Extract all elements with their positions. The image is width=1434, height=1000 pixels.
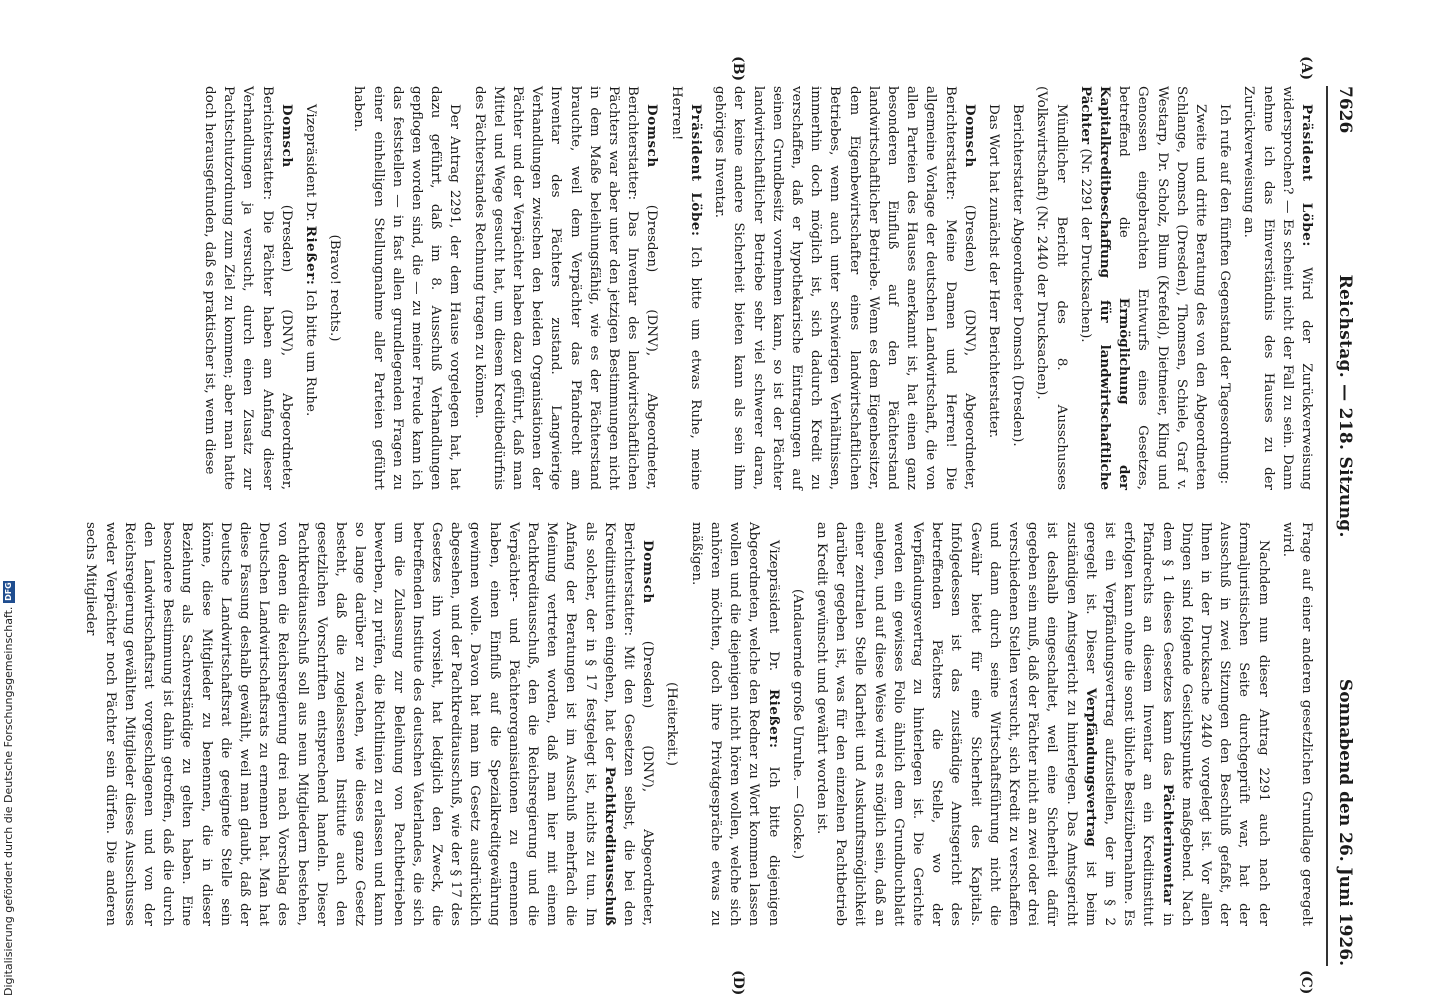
right-column xyxy=(83,522,1316,926)
margin-mark-c: (C) xyxy=(1298,970,1314,995)
digitalization-text: Digitalisierung gefördert durch die Deutsche Forschungsgemeinschaft. xyxy=(2,606,15,996)
margin-mark-d: (D) xyxy=(730,970,746,996)
paragraph: Vizepräsident Dr. Rießer: Ich bitte diejenigen Abgeordneten, welche den Redner zu Wort kommen lassen wollen und die diejenigen nicht hören wollen, welche sich anhören möchten, doch ihre Privatgespräche etwas zu mäßigen. xyxy=(688,522,782,926)
paragraph: Berichterstatter Abgeordneter Domsch (Dresden). xyxy=(1010,104,1026,447)
paragraph: Frage auf einer anderen gesetzlichen Grundlage geregelt wird. xyxy=(1279,522,1314,926)
bill-title: Ermöglichung der Kapitalkreditbeschaffung für landwirtschaftliche Pächter xyxy=(1077,86,1133,490)
margin-mark-a: (A) xyxy=(1298,56,1314,81)
interjection: (Andauernde große Unruhe. — Glocke.) xyxy=(789,588,805,860)
speaker-name: Rießer: xyxy=(303,225,320,286)
margin-mark-b: (B) xyxy=(730,56,746,82)
interjection: (Heiterkeit.) xyxy=(664,682,680,766)
paragraph: Der Antrag 2291, der dem Hause vorgelegen hat, hat dazu geführt, daß im 8. Ausschuß Verhandlungen gepflogen worden sind, die — zu meiner Freude kann ich das feststellen — in fast allen grundlegenden Fragen zu einer einhelligen Stellungnahme aller Parteien geführt haben. xyxy=(351,86,463,490)
speaker-name: Präsident Löbe: xyxy=(687,104,704,237)
term: Pächterinventar xyxy=(1159,784,1176,905)
interjection: (Bravo! rechts.) xyxy=(327,234,343,342)
page-number: 7626 xyxy=(1335,86,1355,134)
speaker-name: Rießer: xyxy=(765,688,782,749)
speaker-name: Domsch xyxy=(640,540,657,604)
paragraph: Präsident Löbe: Ich bitte um etwas Ruhe, meine Herren! xyxy=(668,86,704,490)
paragraph: Domsch (Dresden) (DNV), Abgeordneter, Berichterstatter: Die Pächter haben am Anfang dieser Verhandlungen ja versucht, durch einen Zusatz zur Pachtschutzordnung zum Ziel zu kommen; aber man hatte doch herausgefunden, daß es praktischer ist, wenn diese xyxy=(202,86,295,490)
paragraph: Das Wort hat zunächst der Herr Berichterstatter. xyxy=(985,104,1001,439)
digitalization-note xyxy=(2,581,15,996)
session-title: Reichstag. — 218. Sitzung. xyxy=(1335,274,1355,538)
dfg-logo-icon: DFG xyxy=(3,582,13,601)
left-column xyxy=(136,86,1316,490)
paragraph: Vizepräsident Dr. Rießer: Ich bitte um Ruhe. xyxy=(303,104,320,417)
speaker-name: Domsch xyxy=(961,104,978,168)
paragraph: Domsch (Dresden) (DNV), Abgeordneter, Berichterstatter: Das Inventar des landwirtschaftlichen Pächters war aber unter den jetzigen Bestimmungen nicht in dem Maße beleihungsfähig, wie es der Pächterstand brauchte, weil dem Verpächter das Pfandrecht am Inventar des Pächters zustand. Langwierige Verhandlungen zwischen den beiden Organisationen der Pächter und der Verpächter haben dazu geführt, daß man Mittel und Wege gesucht hat, um diesem Kreditbedürfnis des Pächterstandes Rechnung tragen zu können. xyxy=(471,86,661,490)
paragraph: Mündlicher Bericht des 8. Ausschusses (Volkswirtschaft) (Nr. 2440 der Drucksachen). xyxy=(1034,86,1069,490)
paragraph: Präsident Löbe: Wird der Zurückverweisung widersprochen? — Es scheint nicht der Fall zu sein. Dann nehme ich das Einverständnis des Hauses zu der Zurückverweisung an. xyxy=(1241,86,1315,490)
paragraph: Domsch (Dresden) (DNV), Abgeordneter, Berichterstatter: Mit den Gesetzen selbst, die bei den Kreditinstituten eingehen, hat der Pachtkreditausschuß als solcher, der in § 17 festgelegt ist, nichts zu tun. Im Anfang der Beratungen ist im Ausschuß mehrfach die Meinung vertreten worden, daß man hier mit einem Pachtkreditausschuß, den die Reichsregierung und die Verpächter- und Pächterorganisationen zu ernennen haben, einen Einfluß auf die Spezialkreditgewährung gewinnen wolle. Davon hat man im Gesetz ausdrücklich abgesehen, und der Pachtkreditausschuß, wie der § 17 des Gesetzes ihn vorsieht, hat lediglich den Zweck, die betreffenden Institute des deutschen Vaterlandes, die sich um die Zulassung zur Beleihung von Pachtbetrieben bewerben, zu prüfen, die Richtlinien zu erlassen und kann so lange darüber zu wachen, wie dieses ganze Gesetz besteht, daß die zugelassenen Institute auch den gesetzlichen Vorschriften entsprechend handeln. Dieser Pachtkreditausschuß soll aus neun Mitgliedern bestehen, von denen die Reichsregierung drei nach Vorschlag des Deutschen Landwirtschaftsrats zu ernennen hat. Man hat diese Fassung deshalb gewählt, weil man glaubt, daß der Deutsche Landwirtschaftsrat die geeignete Stelle sein könne, diese Mitglieder zu benennen, die in dieser Beziehung als Sachverständige zu gelten haben. Eine besondere Bestimmung ist dahin getroffen, daß die durch den Landwirtschaftsrat vorgeschlagenen und von der Reichsregierung gewählten Mitglieder dieses Ausschusses weder Verpächter noch Pächter sein dürfen. Die anderen sechs Mitglieder xyxy=(83,522,657,926)
header-rule xyxy=(1326,86,1328,966)
page-header xyxy=(1332,86,1358,966)
paragraph: Ich rufe auf den fünften Gegenstand der Tagesordnung: xyxy=(1217,104,1233,485)
paragraph: Nachdem nun dieser Antrag 2291 auch nach der formaljuristischen Seite durchgeprüft war, hat der Ausschuß in zwei Sitzungen den Beschluß gefaßt, der Ihnen in der Drucksache 2440 vorgelegt ist. Vor allen Dingen sind folgende Gesichtspunkte maßgebend. Nach dem § 1 dieses Gesetzes kann das Pächterinventar in Pfandrechts an diesem Inventar an ein Kreditinstitut erfolgen kann ohne die sonst übliche Besitzübernahme. Es ist ein Verpfändungsvertrag aufzustellen, der im § 2 geregelt ist. Dieser Verpfändungsvertrag ist beim zuständigen Amtsgericht zu hinterlegen. Das Amtsgericht ist deshalb eingeschaltet, weil eine Sicherheit dafür gegeben sein muß, daß der Pächter nicht an zwei oder drei verschiedenen Stellen versucht, sich Kredit zu verschaffen und dann durch seine Wirtschaftsführung nicht die Gewähr bietet für eine Sicherheit des Kapitals. Infolgedessen ist das zuständige Amtsgericht des betreffenden Pächters die Stelle, wo der Verpfändungsvertrag zu hinterlegen ist. Die Gerichte werden ein gewisses Folio ähnlich dem Grundbuchblatt anlegen, und auf diese Weise wird es möglich sein, daß an einer zentralen Stelle Klarheit und Auskunftsmöglichkeit darüber gegeben ist, was für den einzelnen Pachtbetrieb an Kredit gewünscht und gewährt worden ist. xyxy=(813,522,1271,926)
speaker-name: Präsident Löbe: xyxy=(1299,104,1315,247)
paragraph: Zweite und dritte Beratung des von den Abgeordneten Schlange, Domsch (Dresden), Thomsen, Schiele, Graf v. Westarp, Dr. Scholz, Blum (Krefeld), Dietmeier, Kling und Genossen eingebrachten Entwurfs eines Gesetzes, betreffend die Ermöglichung der Kapitalkreditbeschaffung für landwirtschaftliche Pächter (Nr. 2291 der Drucksachen). xyxy=(1077,86,1208,490)
document-page xyxy=(83,56,1358,996)
speaker-name: Domsch xyxy=(644,104,661,168)
speaker-name: Domsch xyxy=(278,104,295,168)
session-date: Sonnabend den 26. Juni 1926. xyxy=(1335,678,1355,966)
paragraph: Domsch (Dresden) (DNV), Abgeordneter, Berichterstatter: Meine Damen und Herren! Die allgemeine Vorlage der deutschen Landwirtschaft, die von allen Parteien des Hauses anerkannt ist, hat einen ganz besonderen Einfluß auf den Pächterstand landwirtschaftlicher Betriebe. Wenn es dem Eigenbesitzer, dem Eigenbewirtschafter eines landwirtschaftlichen Betriebes, wenn auch unter schwierigen Verhältnissen, immerhin doch möglich ist, sich dadurch Kredit zu verschaffen, daß er hypothekarische Eintragungen auf seinen Grundbesitz vornehmen kann, so ist der Pächter landwirtschaftlicher Betriebe sehr viel schwerer daran, der keine andere Sicherheit bieten kann als sein ihm gehöriges Inventar. xyxy=(712,86,978,490)
term: Verpfändungsvertrag xyxy=(1082,687,1099,847)
term: Pachtkreditausschuß xyxy=(601,766,618,926)
